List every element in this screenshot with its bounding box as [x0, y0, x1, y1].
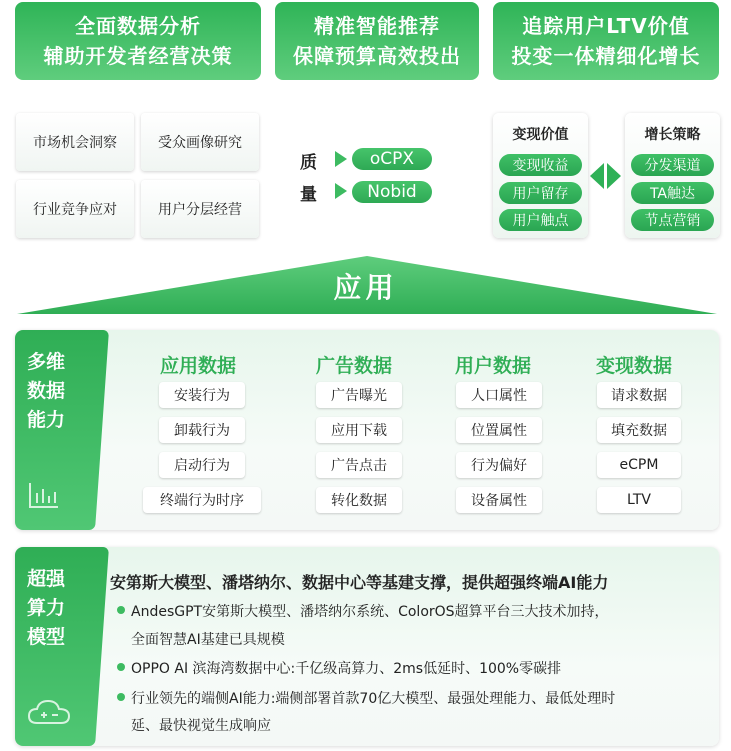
- data-item: 设备属性: [456, 487, 542, 513]
- data-item: eCPM: [597, 452, 681, 478]
- tab-line: 多维: [27, 351, 66, 373]
- box-audience-research: 受众画像研究: [141, 113, 259, 171]
- card-item: TA触达: [631, 182, 714, 204]
- tab-line: 算力: [27, 597, 66, 619]
- header-line: 保障预算高效投出: [293, 44, 461, 68]
- card-item: 分发渠道: [631, 154, 714, 176]
- quantity-label: 量: [300, 185, 317, 205]
- panel-tab-label: [27, 565, 67, 652]
- data-item: 卸载行为: [159, 417, 245, 443]
- bullet-dot-icon: [117, 663, 125, 671]
- bullet-dot-icon: [117, 606, 125, 614]
- card-title: 变现价值: [512, 127, 569, 143]
- header-line: 精准智能推荐: [314, 14, 440, 38]
- double-arrow-right-icon: [607, 163, 621, 189]
- card-item: 节点营销: [631, 209, 714, 231]
- header-line: 辅助开发者经营决策: [43, 44, 233, 68]
- card-item: 用户留存: [499, 182, 582, 204]
- tab-line: 超强: [27, 568, 66, 590]
- bullet-text-continued: 全面智慧AI基建已具规模: [131, 632, 285, 648]
- data-item: 行为偏好: [456, 452, 542, 478]
- column-title-ad-data: 广告数据: [316, 355, 393, 377]
- quality-label: 质: [300, 153, 317, 173]
- column-title-monetization-data: 变现数据: [596, 355, 673, 377]
- header-line: 全面数据分析: [75, 14, 201, 38]
- data-item: 终端行为时序: [143, 487, 261, 513]
- header-card-ltv-tracking: [493, 2, 719, 80]
- data-item: 广告点击: [316, 452, 402, 478]
- bullet-dot-icon: [117, 693, 125, 701]
- card-item: 用户触点: [499, 209, 582, 231]
- tab-line: 数据: [27, 380, 66, 402]
- column-title-user-data: 用户数据: [455, 355, 532, 377]
- data-item: 广告曝光: [316, 382, 402, 408]
- data-item: 人口属性: [456, 382, 542, 408]
- panel-heading: 安第斯大模型、潘塔纳尔、数据中心等基建支撑，提供超强终端AI能力: [110, 573, 609, 592]
- tab-line: 能力: [27, 409, 66, 431]
- bullet-text: AndesGPT安第斯大模型、潘塔纳尔系统、ColorOS超算平台三大技术加持，: [131, 604, 609, 620]
- card-title: 增长策略: [644, 127, 701, 143]
- arrow-right-icon: [335, 183, 347, 199]
- data-item: 安装行为: [159, 382, 245, 408]
- header-card-smart-recommendation: [275, 2, 479, 80]
- data-item: 转化数据: [316, 487, 402, 513]
- data-item: LTV: [597, 487, 681, 513]
- header-line: 投变一体精细化增长: [511, 44, 701, 68]
- data-item: 启动行为: [159, 452, 245, 478]
- growth-strategy-card: [625, 113, 720, 238]
- bullet-text-continued: 延、最快视觉生成响应: [131, 718, 271, 734]
- bar-chart-icon: [27, 480, 61, 510]
- data-item: 请求数据: [597, 382, 681, 408]
- ocpx-pill: oCPX: [352, 148, 432, 170]
- application-label: 应用: [333, 271, 398, 304]
- data-item: 位置属性: [456, 417, 542, 443]
- double-arrow-left-icon: [590, 163, 604, 189]
- bullet-text: 行业领先的端侧AI能力:端侧部署首款70亿大模型、最强处理能力、最低处理时: [131, 691, 616, 707]
- panel-tab-label: [27, 348, 67, 435]
- bullet-text: OPPO AI 滨海湾数据中心:千亿级高算力、2ms低延时、100%零碳排: [131, 661, 562, 677]
- data-item: 应用下载: [316, 417, 402, 443]
- box-user-layering: 用户分层经营: [141, 180, 259, 238]
- data-item: 填充数据: [597, 417, 681, 443]
- monetization-value-card: [493, 113, 588, 238]
- header-card-data-analysis: [15, 2, 261, 80]
- header-line: 追踪用户LTV价值: [522, 14, 690, 38]
- cloud-icon: [27, 697, 71, 727]
- nobid-pill: Nobid: [352, 181, 432, 203]
- arrow-right-icon: [335, 151, 347, 167]
- box-market-insight: 市场机会洞察: [16, 113, 134, 171]
- box-competition: 行业竞争应对: [16, 180, 134, 238]
- card-item: 变现收益: [499, 154, 582, 176]
- tab-line: 模型: [27, 626, 66, 648]
- column-title-app-data: 应用数据: [160, 355, 237, 377]
